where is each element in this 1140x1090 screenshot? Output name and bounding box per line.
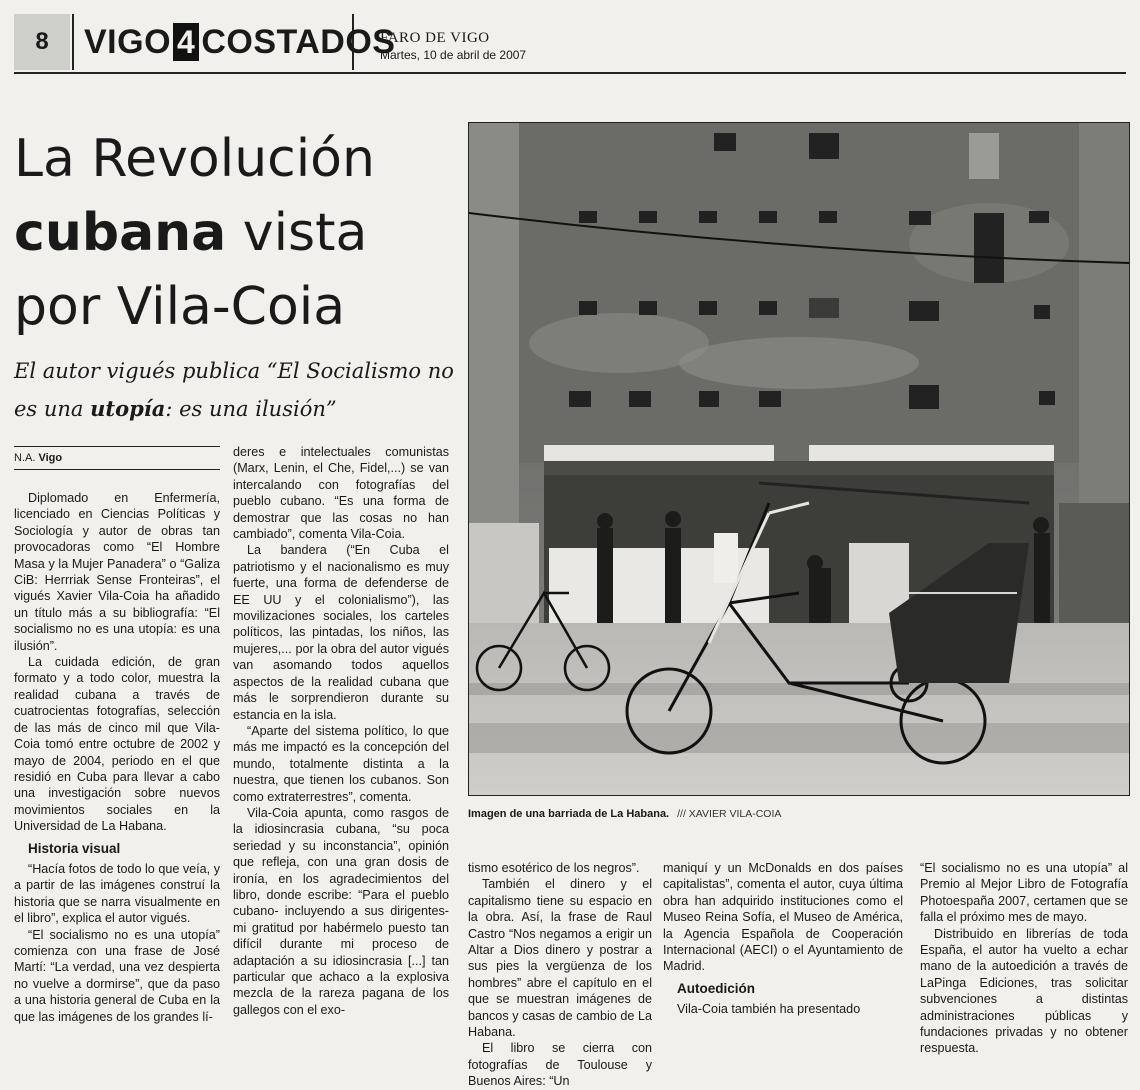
- article-paragraph: La bandera (“En Cuba el patriotismo y el nacionalismo es muy fuerte, una forma de defenderse de EE UU y el colonialismo”), las movilizaciones sociales, los carteles políticos, las pintadas, los niños, las mujeres,... por la obra del autor vigués van asomando todos aquellos aspectos de la realidad cubana que más le sorprendieron durante su estancia en la isla.: [233, 543, 449, 722]
- photo-caption-text: Imagen de una barriada de La Habana.: [468, 808, 670, 820]
- article-photo: [468, 122, 1130, 796]
- byline-author: N.A.: [14, 452, 36, 464]
- article-paragraph: Diplomado en Enfermería, licenciado en Ciencias Políticas y Sociología y autor de obras tan provocadoras como “El Hombre Masa y la Mujer Panadera” o “Galiza CiB: Herrriak Sense Fronteiras”, el vigués Xavier Vila-Coia ha añadido un título más a su bibliografía: “El socialismo no es una utopía: es una ilusión”.: [14, 491, 220, 653]
- headline-line-3: por Vila-Coia: [14, 277, 346, 337]
- section-number: 4: [173, 23, 199, 61]
- page-number: 8: [14, 14, 70, 70]
- article-paragraph: deres e intelectuales comunistas (Marx, Lenin, el Che, Fidel,...) se van intercalando con fotografías del pueblo cubano. “Es una forma de demostrar que las cosas no han cambiado”, comenta Vila-Coia.: [233, 445, 449, 542]
- byline-rule-bottom: [14, 469, 220, 470]
- section-prefix: VIGO: [84, 22, 172, 61]
- article-paragraph: maniquí y un McDonalds en dos países capitalistas”, comenta el autor, cuya última obra han adquirido instituciones como el Museo Reina Sofía, el Museo de América, la Agencia Española de Cooperación Internacional (AECI) o el Ayuntamiento de Madrid.: [663, 861, 903, 974]
- article-paragraph: El libro se cierra con fotografías de Toulouse y Buenos Aires: “Un: [468, 1041, 652, 1089]
- article-paragraph: La cuidada edición, de gran formato y a todo color, muestra la realidad cubana a través de cuatrocientas fotografías, selección de las más de cinco mil que Vila-Coia tomó entre octubre de 2002 y mayo de 2004, periodo en el que residió en Cuba para llevar a cabo una investigación sobre nuevos movimientos sociales en la Universidad de La Habana.: [14, 655, 220, 834]
- section-subhead-2: Autoedición: [677, 980, 755, 996]
- page-header: [14, 14, 1126, 74]
- section-title: [72, 14, 396, 70]
- article-paragraph: Vila-Coia apunta, como rasgos de la idiosincrasia cubana, “su poca seriedad y su inconstancia”, opinión que refleja, con una gran dosis de ironía, en los agradecimientos del libro, donde escribe: “Para el pueblo cubano- incluyendo a sus dirigentes- mi gratitud por habérmelo puesto tan difícil durante mi proceso de adaptación a su idiosincrasia [...] tan particular que achaco a la explosiva mezcla de la rareza pagana de los gallegos con el exo-: [233, 805, 449, 1017]
- headline-emphasis: cubana: [14, 203, 227, 263]
- article-column-3: [468, 860, 652, 1090]
- article-paragraph: Vila-Coia también ha presentado: [677, 1002, 861, 1017]
- byline-rule-top: [14, 446, 220, 447]
- article-paragraph: También el dinero y el capitalismo tiene su espacio en la obra. Así, la frase de Raul Castro “Nos negamos a erigir un Altar a Dios dinero y postrar a sus pies la vergüenza de los hombres” abre el capítulo en el que se muestran imágenes de bancos y casas de cambio de La Habana.: [468, 877, 652, 1040]
- photo-credit: /// XAVIER VILA-COIA: [677, 808, 782, 820]
- photo-caption: [468, 808, 781, 820]
- headline-line-1: La Revolución: [14, 129, 375, 189]
- article-column-1: [14, 490, 220, 1025]
- subheadline-part-2: : es una ilusión”: [165, 397, 337, 421]
- article-column-2: [233, 444, 449, 1018]
- article-paragraph: “El socialismo no es una utopía” al Premio al Mejor Libro de Fotografía Photoespaña 2007, certamen que se falla el próximo mes de mayo.: [920, 861, 1128, 925]
- newspaper-name: FARO DE VIGO: [380, 30, 490, 46]
- article-paragraph: “El socialismo no es una utopía” comienza con una frase de José Martí: “La verdad, una vez despierta no vuelve a dormirse”, que da paso a una historia general de Cuba en la que las imágenes de los grandes lí-: [14, 927, 220, 1024]
- byline: [14, 452, 62, 464]
- headline-line-2: [14, 196, 454, 270]
- section-suffix: COSTADOS: [201, 22, 396, 61]
- section-subhead: Historia visual: [28, 840, 121, 856]
- article-column-5: [920, 860, 1128, 1057]
- article-paragraph: “Aparte del sistema político, lo que más me impactó es la concepción del mundo, totalmente distinta a la nuestra, que tienen los cubanos. Son como extraterrestres”, comenta.: [233, 723, 449, 804]
- subheadline-emphasis: utopía: [90, 396, 166, 421]
- article-paragraph: tismo esotérico de los negros”.: [468, 861, 640, 875]
- issue-date: Martes, 10 de abril de 2007: [380, 48, 527, 62]
- article-paragraph: Distribuido en librerías de toda España, el autor ha vuelto a echar mano de la autoedición a través de LaPinga Ediciones, tras solicitar subvenciones a distintas administraciones públicas y fundaciones privadas y no obtener respuesta.: [920, 926, 1128, 1056]
- subheadline: [14, 352, 454, 428]
- byline-place: Vigo: [38, 452, 63, 464]
- headline-line-2-rest: vista: [226, 203, 368, 263]
- havana-street-photo: [469, 123, 1129, 795]
- headline: [14, 122, 454, 344]
- article-paragraph: “Hacía fotos de todo lo que veía, y a partir de las imágenes construí la historia que se narra visualmente en el libro”, explica el autor vigués.: [14, 861, 220, 926]
- article-column-4: [663, 860, 903, 1018]
- subheadline-part-1: El autor vigués publica “El Socialismo no es una: [14, 359, 454, 421]
